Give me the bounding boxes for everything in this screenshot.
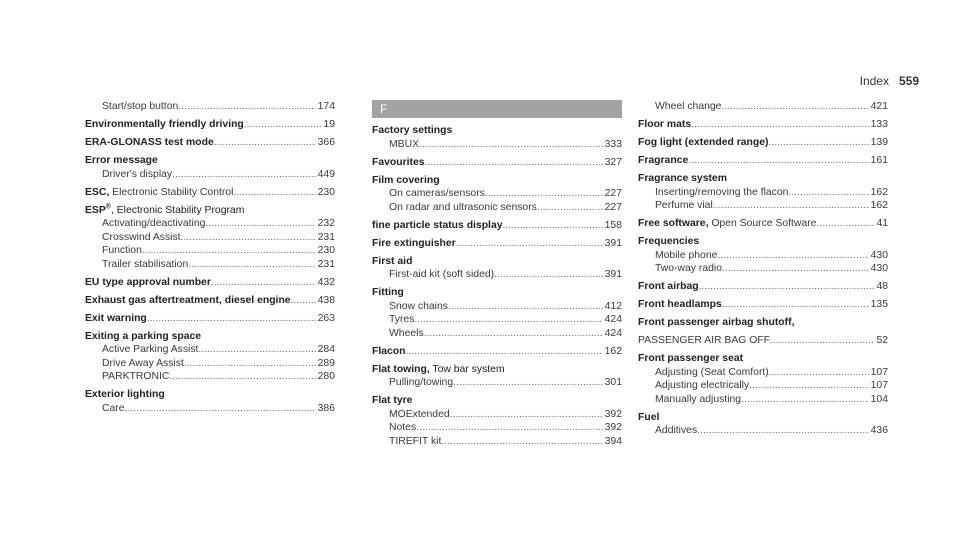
index-subentry[interactable] (638, 186, 888, 200)
entry-label: Favourites (372, 156, 425, 168)
dot-leader (749, 379, 869, 393)
dot-leader (233, 186, 315, 200)
index-entry[interactable] (85, 276, 335, 290)
entry-label: PASSENGER AIR BAG OFF (638, 335, 771, 346)
page-ref[interactable]: 438 (317, 294, 335, 306)
page-ref[interactable]: 301 (604, 377, 622, 388)
entry-label: ESC, Electronic Stability Control (85, 186, 234, 198)
index-heading: Exiting a parking space (85, 330, 202, 342)
index-subentry[interactable] (638, 199, 888, 213)
page-ref[interactable]: 52 (876, 335, 888, 346)
index-entry[interactable] (85, 186, 335, 200)
index-entry[interactable] (638, 334, 888, 348)
dot-leader (188, 258, 315, 272)
index-heading: Flat tyre (372, 395, 413, 406)
entry-label: Exhaust gas aftertreatment, diesel engine (85, 294, 291, 306)
page-ref[interactable]: 430 (870, 263, 888, 274)
index-entry[interactable] (85, 312, 335, 326)
dot-leader (198, 343, 315, 357)
dot-leader (537, 201, 603, 215)
entry-label: Perfume vial (655, 200, 713, 211)
index-heading: First aid (372, 255, 413, 267)
index-subentry[interactable] (638, 366, 888, 380)
entry-label: ERA-GLONASS test mode (85, 137, 214, 148)
entry-label: On radar and ultrasonic sensors (389, 201, 537, 213)
page-ref[interactable]: 135 (870, 299, 888, 310)
index-subentry[interactable] (85, 168, 335, 182)
entry-label: Adjusting electrically (655, 380, 750, 391)
entry-label: Fragrance (638, 155, 689, 166)
page-ref[interactable]: 174 (317, 101, 335, 112)
entry-label: MOExtended (389, 408, 450, 420)
dot-leader (424, 327, 603, 341)
entry-label: Start/stop button (102, 101, 179, 112)
entry-label: Crosswind Assist (102, 231, 181, 243)
dot-leader (788, 186, 868, 200)
index-subentry[interactable] (372, 201, 622, 215)
entry-label: Fog light (extended range) (638, 137, 769, 148)
dot-leader (125, 402, 316, 416)
entry-label: Additives (655, 425, 698, 436)
index-subentry[interactable] (85, 402, 335, 416)
dot-leader (184, 357, 316, 371)
index-entry[interactable] (372, 219, 622, 233)
dot-leader (721, 100, 868, 114)
entry-label: Environmentally friendly driving (85, 119, 244, 130)
index-subentry[interactable] (638, 262, 888, 276)
page-ref[interactable]: 430 (870, 249, 888, 261)
entry-label: PARKTRONIC (102, 371, 170, 382)
index-entry[interactable] (638, 298, 888, 312)
page-ref[interactable]: 48 (876, 281, 888, 292)
page-ref[interactable]: 107 (870, 380, 888, 391)
entry-label: On cameras/sensors (389, 188, 485, 199)
page-ref[interactable]: 280 (317, 371, 335, 382)
page-ref[interactable]: 161 (870, 155, 888, 166)
page-ref[interactable]: 333 (604, 138, 622, 150)
entry-label: Function (102, 245, 142, 256)
index-subentry[interactable] (638, 249, 888, 263)
page-ref[interactable]: 289 (317, 357, 335, 369)
index-subentry[interactable] (638, 393, 888, 407)
page-ref[interactable]: 432 (317, 276, 335, 288)
entry-label: Activating/deactivating (102, 218, 206, 229)
index-entry[interactable] (638, 217, 888, 231)
dot-leader (214, 136, 316, 150)
entry-label: Drive Away Assist (102, 357, 184, 369)
index-subentry[interactable] (85, 100, 335, 114)
dot-leader (448, 300, 603, 314)
page-ref[interactable]: 449 (317, 168, 335, 180)
dot-leader (416, 421, 603, 435)
dot-leader (722, 298, 869, 312)
index-subentry[interactable] (372, 376, 622, 390)
index-subentry[interactable] (638, 424, 888, 438)
index-subentry[interactable] (638, 100, 888, 114)
dot-leader (770, 334, 874, 348)
entry-label: TIREFIT kit (389, 435, 442, 447)
page-ref[interactable]: 19 (323, 119, 335, 130)
dot-leader (494, 268, 603, 282)
index-entry[interactable] (85, 136, 335, 150)
index-entry[interactable] (638, 136, 888, 150)
dot-leader (169, 370, 315, 384)
page-ref[interactable]: 424 (604, 327, 622, 339)
page-ref[interactable]: 227 (604, 188, 622, 199)
index-subentry[interactable] (85, 370, 335, 384)
index-subentry[interactable] (638, 379, 888, 393)
entry-label: Floor mats (638, 119, 692, 130)
entry-label: MBUX (389, 138, 420, 150)
page-ref[interactable]: 263 (317, 312, 335, 324)
index-entry[interactable] (85, 294, 335, 308)
index-entry[interactable] (85, 118, 335, 132)
page-ref[interactable]: 231 (317, 231, 335, 243)
dot-leader (691, 118, 869, 132)
index-column-1 (85, 100, 335, 415)
page-number: 559 (898, 74, 919, 88)
index-heading: Fitting (372, 287, 404, 298)
page-header (860, 74, 919, 88)
dot-leader (713, 199, 869, 213)
page-ref[interactable]: 412 (604, 300, 622, 312)
dot-leader (816, 217, 874, 231)
entry-label: Tyres (389, 314, 415, 325)
page-ref[interactable]: 232 (317, 218, 335, 229)
entry-label: Free software, Open Source Software (638, 218, 817, 229)
index-subentry[interactable] (85, 357, 335, 371)
entry-label: Fire extinguisher (372, 237, 456, 249)
page-ref[interactable]: 284 (317, 344, 335, 355)
dot-leader (244, 118, 322, 132)
page-ref[interactable]: 230 (317, 186, 335, 198)
dot-leader (181, 231, 316, 245)
dot-leader (147, 312, 316, 326)
index-heading: Error message (85, 155, 158, 166)
entry-label: Driver's display (102, 168, 173, 180)
index-subentry[interactable] (372, 327, 622, 341)
dot-leader (291, 294, 316, 308)
index-subentry[interactable] (372, 138, 622, 152)
page-ref[interactable]: 394 (604, 435, 622, 447)
dot-leader (406, 345, 603, 359)
page-ref[interactable]: 424 (604, 314, 622, 325)
dot-leader (453, 376, 603, 390)
entry-label: Wheel change (655, 101, 722, 112)
index-subentry[interactable] (85, 231, 335, 245)
page-ref[interactable]: 391 (604, 269, 622, 280)
index-subentry[interactable] (85, 217, 335, 231)
index-subentry[interactable] (372, 435, 622, 449)
entry-label: Pulling/towing (389, 377, 454, 388)
dot-leader (172, 168, 316, 182)
dot-leader (768, 136, 868, 150)
index-heading: Flat towing, Tow bar system (372, 363, 505, 375)
index-heading: Film covering (372, 174, 440, 186)
entry-label: Exit warning (85, 312, 147, 324)
index-entry[interactable] (372, 345, 622, 359)
entry-label: Manually adjusting (655, 393, 742, 405)
dot-leader (699, 280, 875, 294)
dot-leader (741, 393, 869, 407)
page-ref[interactable]: 107 (870, 366, 888, 378)
dot-leader (419, 138, 603, 152)
dot-leader (456, 237, 603, 251)
index-entry[interactable] (638, 280, 888, 294)
index-subentry[interactable] (85, 343, 335, 357)
index-column-2 (372, 100, 622, 448)
dot-leader (205, 217, 315, 231)
dot-leader (717, 249, 868, 263)
index-heading: ESP®, Electronic Stability Program (85, 203, 245, 216)
entry-label: Active Parking Assist (102, 344, 199, 355)
index-subentry[interactable] (372, 187, 622, 201)
dot-leader (688, 154, 868, 168)
page-ref[interactable]: 104 (870, 393, 888, 405)
entry-label: First-aid kit (soft sided) (389, 269, 495, 280)
page-ref[interactable]: 392 (604, 408, 622, 420)
index-subentry[interactable] (372, 408, 622, 422)
dot-leader (178, 100, 315, 114)
page-ref[interactable]: 158 (604, 219, 622, 231)
index-heading: Factory settings (372, 125, 453, 136)
dot-leader (503, 219, 603, 233)
index-heading: Fuel (638, 411, 660, 423)
entry-label: Front airbag (638, 281, 699, 292)
entry-label: Notes (389, 422, 417, 433)
dot-leader (441, 435, 602, 449)
entry-label: Trailer stabilisation (102, 258, 189, 270)
index-subentry[interactable] (372, 421, 622, 435)
page-ref[interactable]: 227 (604, 201, 622, 213)
page-ref[interactable]: 133 (870, 119, 888, 130)
index-entry[interactable] (638, 118, 888, 132)
dot-leader (414, 313, 602, 327)
page-ref[interactable]: 327 (604, 156, 622, 168)
dot-leader (722, 262, 869, 276)
page-ref[interactable]: 392 (604, 422, 622, 433)
index-heading: Fragrance system (638, 173, 727, 184)
entry-label: Inserting/removing the flacon (655, 186, 789, 198)
section-title: Index (859, 74, 889, 88)
entry-label: Adjusting (Seat Comfort) (655, 366, 769, 378)
index-subentry[interactable] (372, 313, 622, 327)
index-subentry[interactable] (85, 244, 335, 258)
page-ref[interactable]: 436 (870, 425, 888, 436)
page-ref[interactable]: 41 (876, 218, 888, 229)
entry-label: Flacon (372, 345, 406, 357)
page-ref[interactable]: 421 (870, 101, 888, 112)
page-ref[interactable]: 162 (604, 345, 622, 357)
index-entry[interactable] (372, 237, 622, 251)
dot-leader (769, 366, 869, 380)
index-heading: Front passenger seat (638, 353, 744, 364)
page-ref[interactable]: 366 (317, 137, 335, 148)
dot-leader (697, 424, 868, 438)
index-entry[interactable] (638, 154, 888, 168)
index-subentry[interactable] (372, 300, 622, 314)
entry-label: EU type approval number (85, 276, 211, 288)
entry-label: Care (102, 402, 125, 414)
entry-label: Wheels (389, 327, 424, 339)
dot-leader (211, 276, 316, 290)
index-subentry[interactable] (372, 268, 622, 282)
dot-leader (450, 408, 603, 422)
section-letter-band: F (372, 100, 622, 118)
page-ref[interactable]: 386 (317, 402, 335, 414)
index-subentry[interactable] (85, 258, 335, 272)
dot-leader (485, 187, 603, 201)
dot-leader (425, 156, 603, 170)
page-ref[interactable]: 139 (870, 137, 888, 148)
index-heading: Exterior lighting (85, 389, 165, 400)
entry-label: Front headlamps (638, 299, 722, 310)
index-column-3 (638, 100, 888, 438)
page-ref[interactable]: 162 (870, 186, 888, 198)
entry-label: Two-way radio (655, 263, 722, 274)
page-ref[interactable]: 162 (870, 200, 888, 211)
dot-leader (142, 244, 316, 258)
entry-label: Snow chains (389, 300, 448, 312)
index-heading: Front passenger airbag shutoff, (638, 317, 795, 328)
entry-label: fine particle status display (372, 219, 503, 231)
index-heading: Frequencies (638, 236, 700, 247)
entry-label: Mobile phone (655, 249, 718, 261)
page-ref[interactable]: 231 (317, 258, 335, 270)
page-ref[interactable]: 391 (604, 237, 622, 249)
page-ref[interactable]: 230 (317, 245, 335, 256)
index-entry[interactable] (372, 156, 622, 170)
